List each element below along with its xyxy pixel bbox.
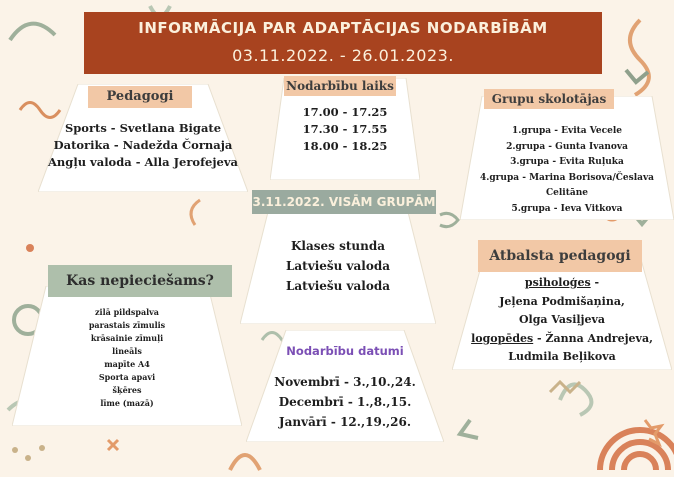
visam-label: 3.11.2022. VISĀM GRUPĀM xyxy=(252,190,436,214)
supply-item: lineāls xyxy=(112,346,142,356)
support-person: Olga Vasiļjeva xyxy=(518,313,606,326)
date-range: 03.11.2022. - 26.01.2023. xyxy=(232,46,454,65)
support-person: Jeļena Podmišaņina, xyxy=(499,294,625,308)
support-person: Ludmila Beļikova xyxy=(508,350,616,363)
group-teacher: 2.grupa - Gunta Ivanova xyxy=(506,141,628,152)
date-row: Novembrī - 3.,10.,24. xyxy=(274,375,416,389)
visam-card xyxy=(240,212,436,324)
supply-item: līme (mazā) xyxy=(100,398,154,408)
page-title: INFORMĀCIJA PAR ADAPTĀCIJAS NODARBĪBĀM xyxy=(138,19,548,37)
supply-item: šķēres xyxy=(112,385,142,395)
grupu-card xyxy=(460,96,674,220)
lesson-item: Latviešu valoda xyxy=(285,259,391,273)
psihologes-dash: - xyxy=(590,276,600,289)
date-row: Decembrī - 1.,8.,15. xyxy=(278,395,412,409)
time-slot: 18.00 - 18.25 xyxy=(302,139,388,153)
atbalsta-card xyxy=(452,256,672,370)
date-row: Janvārī - 12.,19.,26. xyxy=(278,415,412,429)
pedagogi-line: Datorika - Nadežda Čornaja xyxy=(53,138,233,152)
supply-item: zilā pildspalva xyxy=(94,307,159,317)
lesson-item: Latviešu valoda xyxy=(285,279,391,293)
supply-item: mapīte A4 xyxy=(104,359,150,369)
pedagogi-line: Angļu valoda - Alla Jerofejeva xyxy=(48,155,238,169)
group-teacher: Celitāne xyxy=(546,188,588,198)
logopedes-names: - Žanna Andrejeva, xyxy=(533,331,653,345)
psihologes-link[interactable]: psiholoģes xyxy=(524,276,591,289)
supply-item: Sporta apavi xyxy=(98,372,156,382)
atbalsta-label: Atbalsta pedagogi xyxy=(478,240,642,272)
supply-item: krāsainie zīmuļi xyxy=(90,333,164,343)
group-teacher: 4.grupa - Marina Borisova/Česlava xyxy=(479,172,655,183)
time-slot: 17.00 - 17.25 xyxy=(302,105,388,119)
datumi-label: Nodarbību datumi xyxy=(286,344,404,358)
header-banner xyxy=(84,12,602,74)
pedagogi-line: Sports - Svetlana Bigate xyxy=(64,121,222,135)
logopedes-link[interactable]: logopēdes xyxy=(471,331,534,345)
grupu-label: Grupu skolotājas xyxy=(484,89,614,109)
datumi-card xyxy=(246,330,444,442)
nepieciesams-label: Kas nepieciešams? xyxy=(48,265,232,297)
group-teacher: 1.grupa - Evita Vecele xyxy=(512,126,622,136)
supply-item: parastais zīmulis xyxy=(88,320,166,330)
group-teacher: 5.grupa - Ieva Vitkova xyxy=(511,203,623,214)
laiks-label: Nodarbību laiks xyxy=(284,76,396,96)
time-slot: 17.30 - 17.55 xyxy=(302,122,388,136)
lesson-item: Klases stunda xyxy=(290,239,385,253)
nepieciesams-card xyxy=(12,286,242,426)
pedagogi-label: Pedagogi xyxy=(88,86,192,108)
group-teacher: 3.grupa - Evita Ruļuka xyxy=(510,157,624,167)
